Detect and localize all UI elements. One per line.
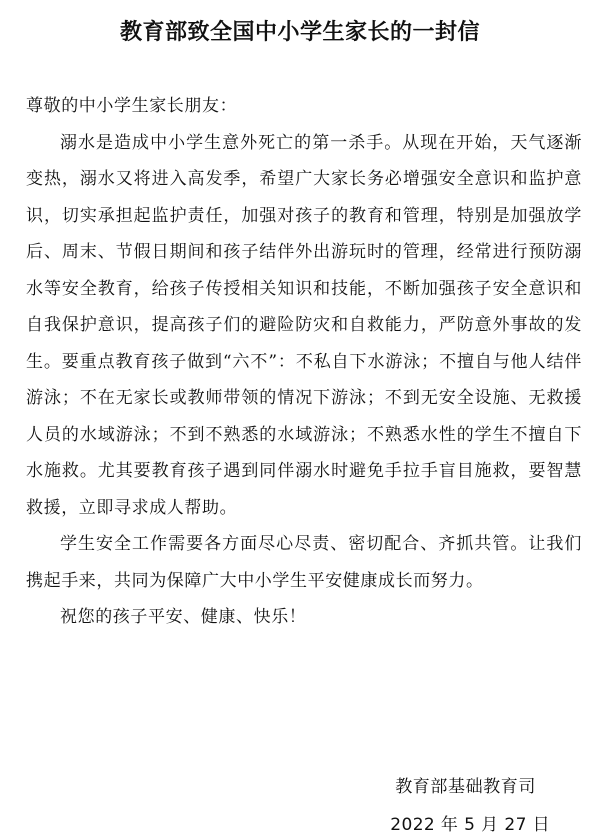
letter-greeting: 尊敬的中小学生家长朋友： [26, 96, 238, 116]
letter-body [26, 88, 582, 636]
letter-paragraph-wishes: 祝您的孩子平安、健康、快乐！ [60, 607, 307, 627]
letter-title: 教育部致全国中小学生家长的一封信 [119, 19, 480, 45]
letter-paragraph-drowning: 溺水是造成中小学生意外死亡的第一杀手。从现在开始，天气逐渐变热，溺水又将进入高发季，希望广大家长务必增强安全意识和监护意识，切实承担起监护责任，加强对孩子的教育和管理，特别是加强放学后、周末、节假日期间和孩子结伴外出游玩时的管理，经常进行预防溺水等安全教育，给孩子传授相关知识和技能，不断加强孩子安全意识和自我保护意识，提高孩子们的避险防灾和自救能力，严防意外事故的发生。要重点教育孩子做到“六不”：不私自下水游泳；不擅自与他人结伴游泳；不在无家长或教师带领的情况下游泳；不到无安全设施、无救援人员的水域游泳；不到不熟悉的水域游泳；不熟悉水性的学生不擅自下水施救。尤其要教育孩子遇到同伴溺水时避免手拉手盲目施救，要智慧救援，立即寻求成人帮助。 [26, 132, 582, 518]
letter-date: 2022 年 5 月 27 日 [390, 815, 550, 835]
letter-paragraph-cooperation: 学生安全工作需要各方面尽心尽责、密切配合、齐抓共管。让我们携起手来，共同为保障广大中小学生平安健康成长而努力。 [26, 534, 582, 591]
letter-signature: 教育部基础教育司 [395, 777, 536, 797]
